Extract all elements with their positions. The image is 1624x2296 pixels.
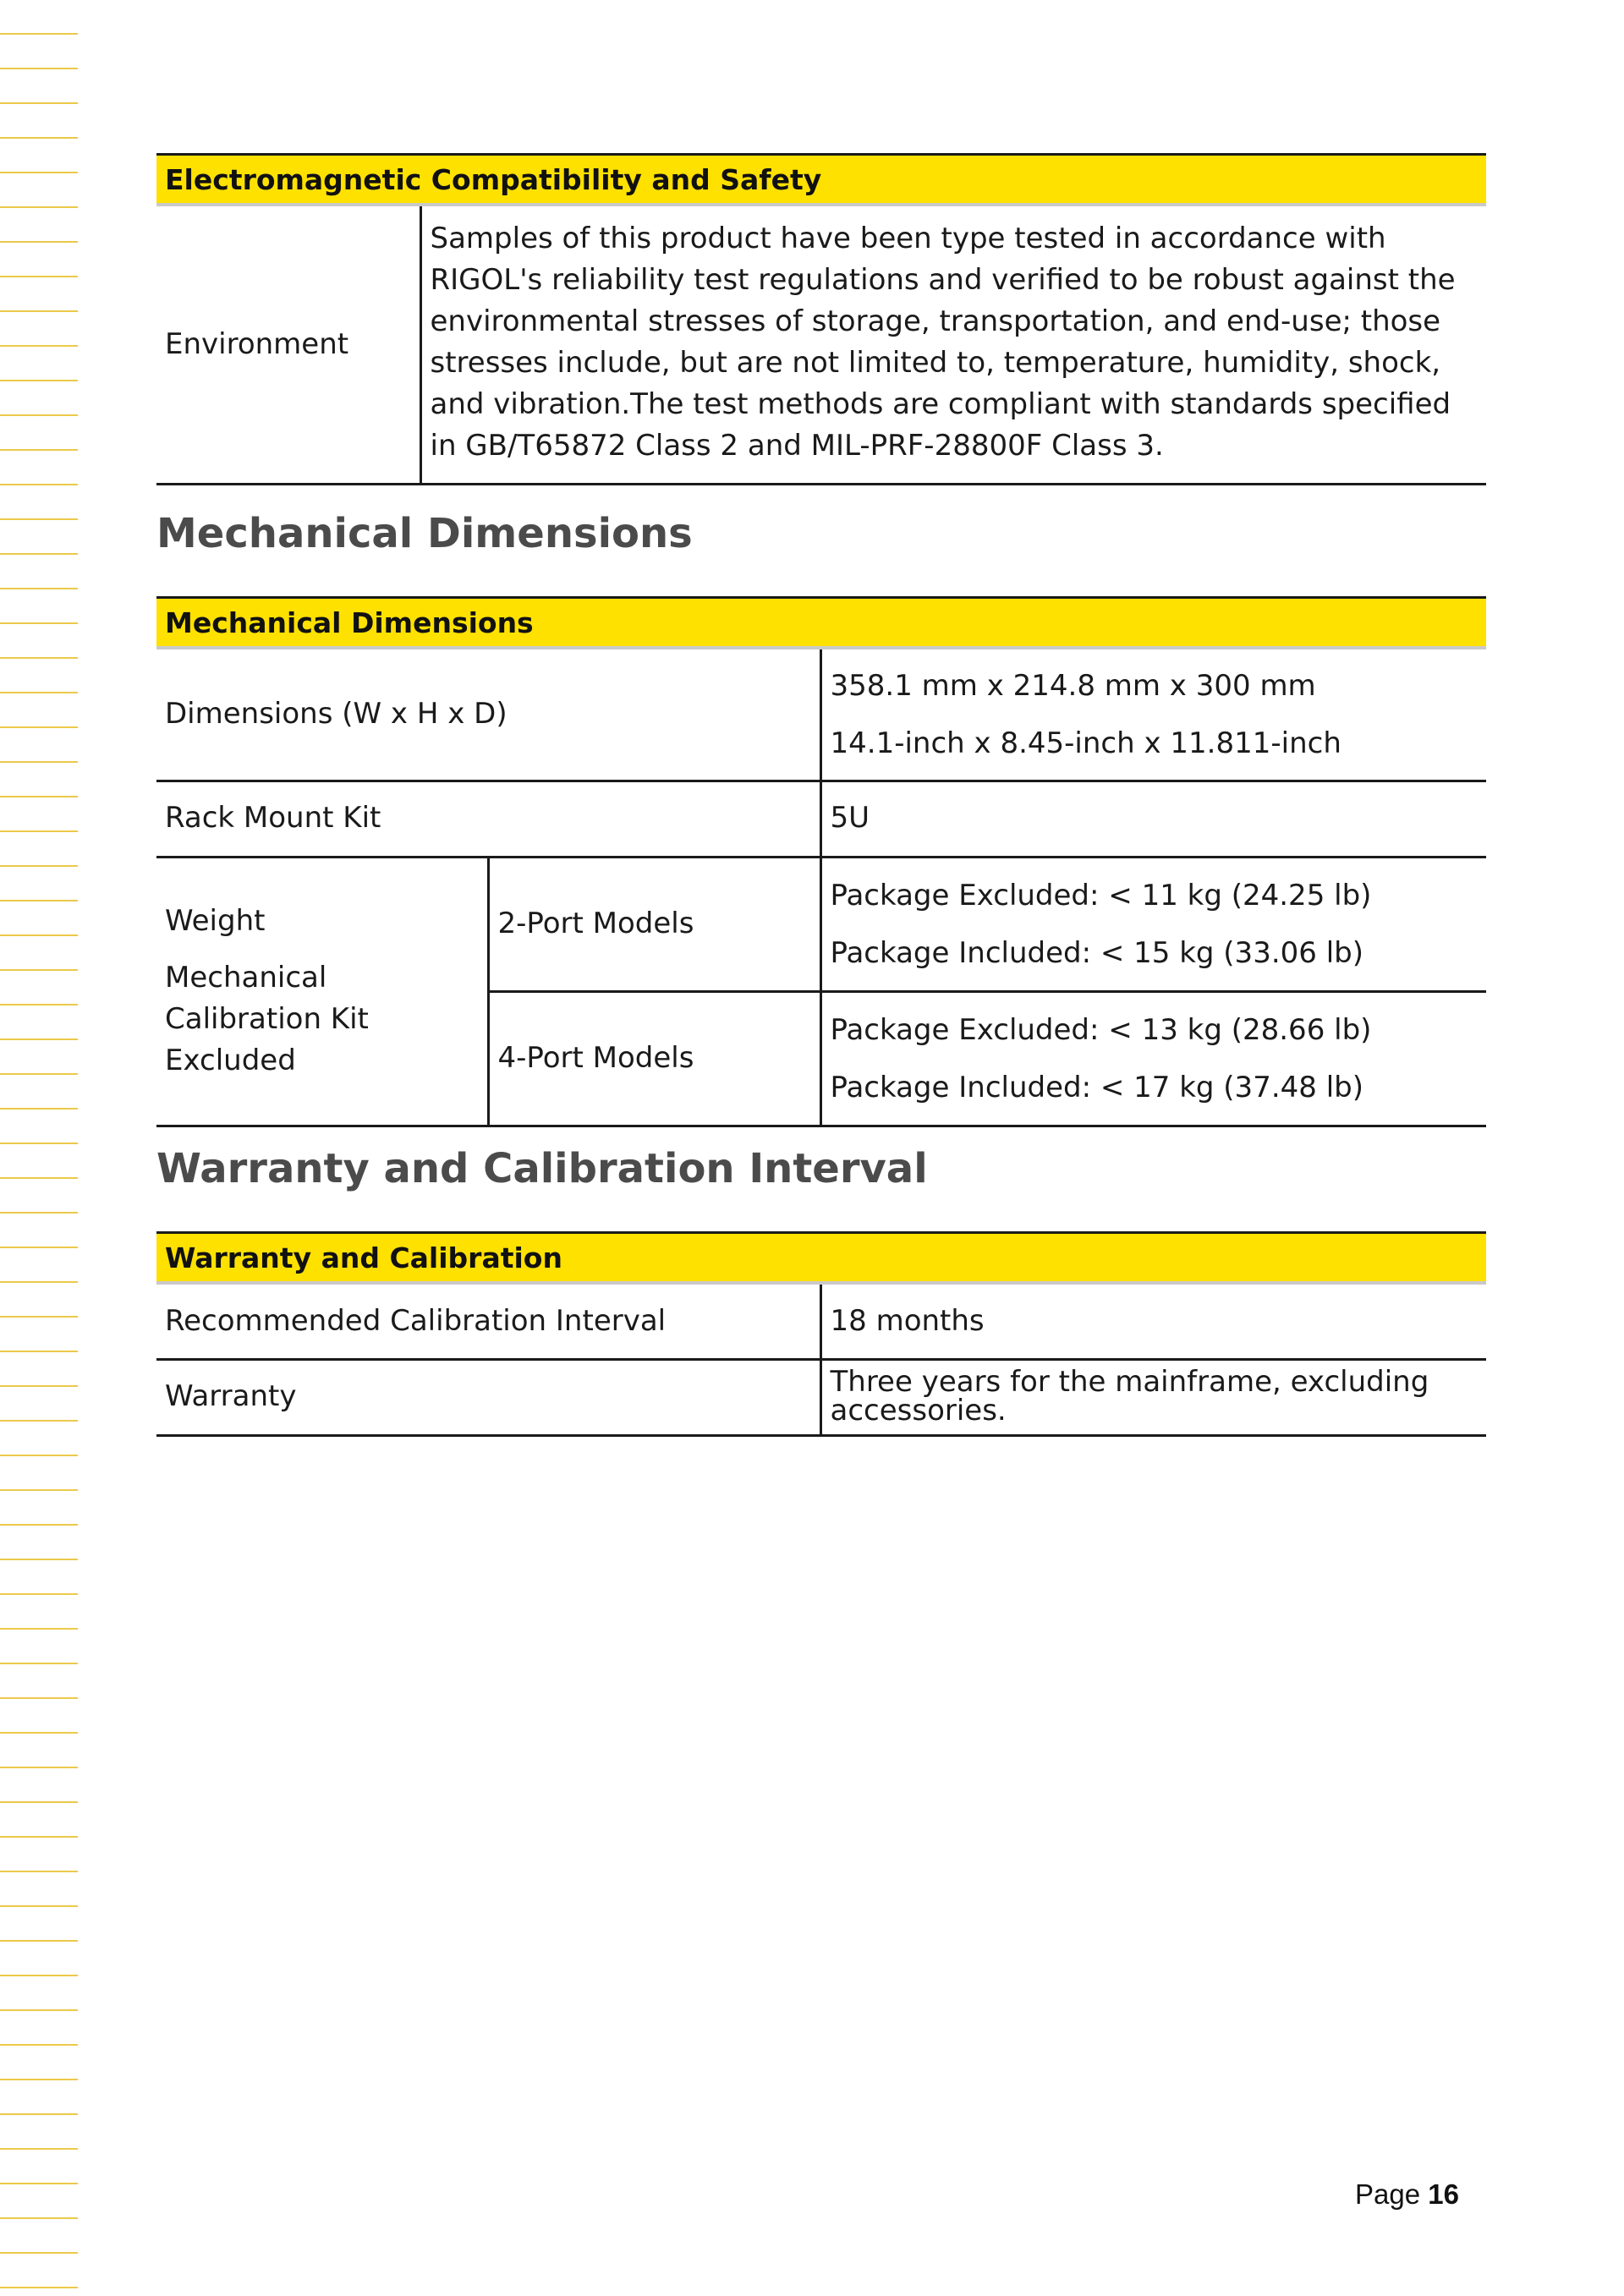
mechanical-heading: Mechanical Dimensions (156, 510, 693, 557)
environment-label: Environment (156, 205, 420, 484)
left-margin-decoration (0, 0, 97, 2296)
mechanical-section (156, 596, 1486, 1127)
four-port-excluded: Package Excluded: < 13 kg (28.66 lb) (830, 1012, 1372, 1047)
emc-section (156, 153, 1486, 485)
four-port-included: Package Included: < 17 kg (37.48 lb) (830, 1070, 1363, 1104)
dimensions-values (820, 648, 1486, 781)
page-prefix: Page (1355, 2178, 1421, 2210)
calibration-interval-label: Recommended Calibration Interval (156, 1283, 820, 1359)
page-number: 16 (1428, 2178, 1459, 2210)
dimensions-imperial: 14.1-inch x 8.45-inch x 11.811-inch (830, 726, 1341, 760)
two-port-excluded: Package Excluded: < 11 kg (24.25 lb) (830, 878, 1372, 912)
two-port-included: Package Included: < 15 kg (33.06 lb) (830, 935, 1363, 970)
two-port-label: 2-Port Models (488, 857, 820, 991)
emc-table-header: Electromagnetic Compatibility and Safety (156, 155, 1486, 205)
weight-label: Weight (165, 904, 266, 938)
warranty-section (156, 1231, 1486, 1437)
warranty-value: Three years for the mainframe, excluding accessories. (820, 1359, 1486, 1435)
warranty-label: Warranty (156, 1359, 820, 1435)
four-port-label: 4-Port Models (488, 991, 820, 1126)
warranty-heading: Warranty and Calibration Interval (156, 1145, 928, 1192)
dimensions-metric: 358.1 mm x 214.8 mm x 300 mm (830, 668, 1316, 703)
weight-note: Mechanical Calibration Kit Excluded (165, 961, 369, 1077)
rack-mount-value: 5U (820, 781, 1486, 857)
environment-text: Samples of this product have been type tested in accordance with RIGOL's reliability test regulations and verified to be robust against the environmental stresses of storage, transportation, and end-use; those stresses include, but are not limited to, temperature, humidity, shock, and vibration.The test methods are compliant with standards specified in GB/T65872 Class 2 and MIL-PRF-28800F Class 3. (420, 205, 1486, 484)
warranty-table-header: Warranty and Calibration (156, 1233, 1486, 1284)
calibration-interval-value: 18 months (820, 1283, 1486, 1359)
four-port-values (820, 991, 1486, 1126)
weight-cell (156, 857, 488, 1126)
rack-mount-label: Rack Mount Kit (156, 781, 820, 857)
two-port-values (820, 857, 1486, 991)
dimensions-label: Dimensions (W x H x D) (156, 648, 820, 781)
emc-table (156, 153, 1486, 485)
mechanical-table (156, 596, 1486, 1127)
warranty-table (156, 1231, 1486, 1437)
mechanical-table-header: Mechanical Dimensions (156, 598, 1486, 649)
page-number-label (1355, 2178, 1459, 2211)
